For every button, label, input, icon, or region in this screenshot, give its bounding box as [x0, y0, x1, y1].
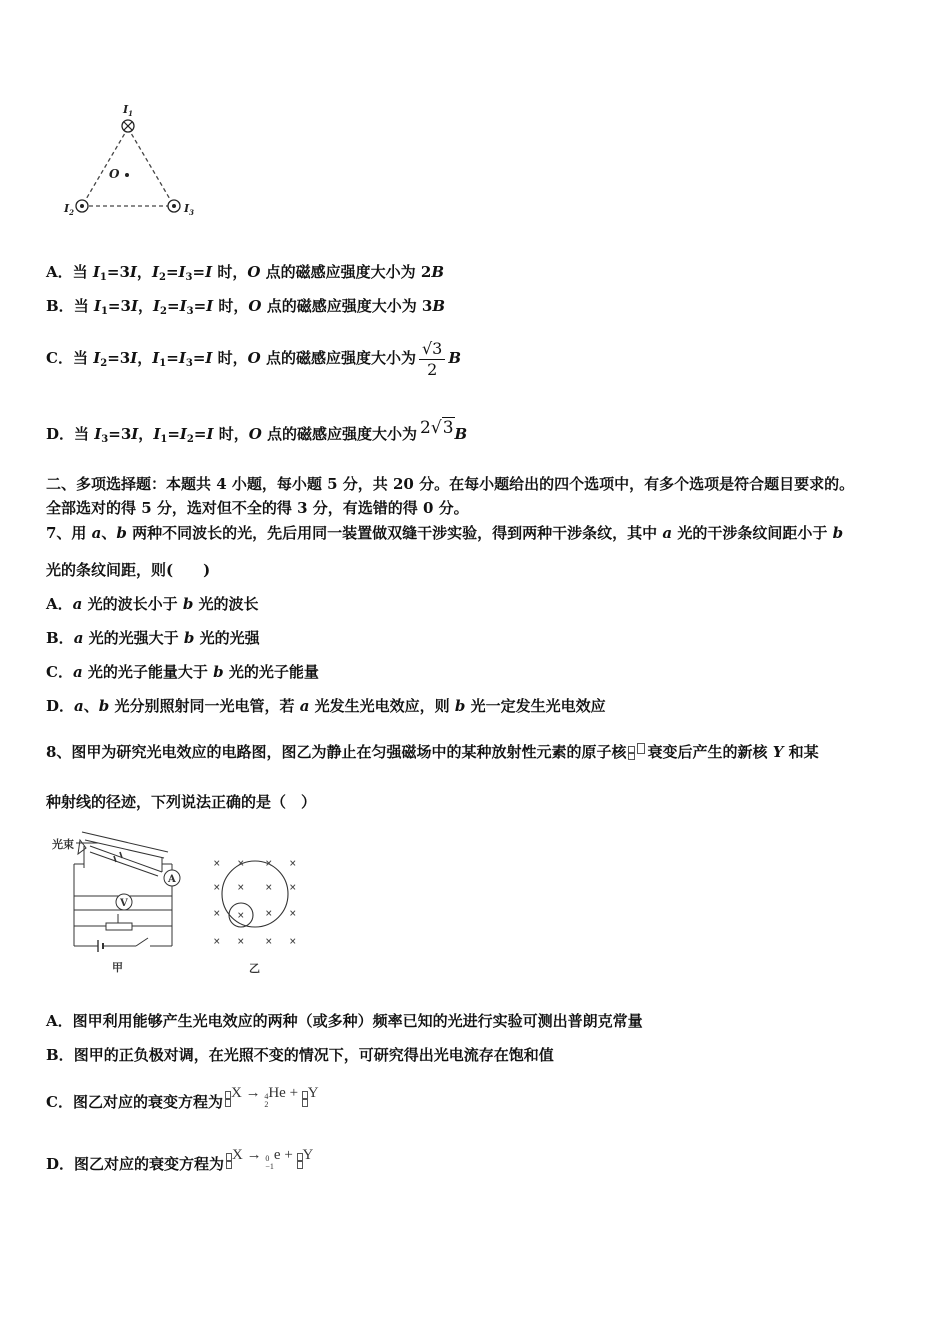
ammeter-icon	[164, 870, 180, 886]
svg-text:×: ×	[237, 911, 245, 921]
svg-text:×: ×	[237, 859, 245, 869]
label-i1: $I_1$	[123, 103, 134, 118]
svg-text:×: ×	[213, 859, 221, 869]
svg-text:×: ×	[213, 937, 221, 947]
q8-option-d[interactable]: D．图乙对应的衰变方程为 X → 0 −1 e + Y	[46, 1147, 314, 1173]
q7-stem-line2: 光的条纹间距，则( )	[46, 561, 211, 579]
q7-option-c[interactable]: C．a 光的光子能量大于 b 光的光子能量	[46, 663, 319, 681]
q7-option-a[interactable]: A．a 光的波长小于 b 光的波长	[46, 595, 259, 613]
figure-jia-label: 甲	[112, 961, 123, 974]
current-out-of-page-icon	[168, 200, 180, 212]
q6-option-c[interactable]: C．当 $I_2=3I$，$I_1=I_3=I$ 时，O 点的磁感应强度大小为 $\frac{√3}{2}$ B	[46, 338, 462, 379]
svg-text:×: ×	[213, 883, 221, 893]
current-into-page-icon	[122, 120, 134, 132]
label-i3: $I_3$	[184, 202, 195, 217]
q6-option-b[interactable]: B．当 $I_1=3I$，$I_2=I_3=I$ 时，O 点的磁感应强度大小为 3B	[46, 297, 446, 317]
svg-text:×: ×	[213, 909, 221, 919]
fraction: $\frac{√3}{2}$	[419, 339, 445, 380]
svg-text:×: ×	[265, 883, 273, 893]
svg-text:×: ×	[237, 883, 245, 893]
q7-option-d[interactable]: D．a、b 光分别照射同一光电管，若 a 光发生光电效应，则 b 光一定发生光电效应	[46, 697, 606, 715]
light-beam-label: 光束	[52, 838, 74, 851]
label-o: O	[109, 167, 120, 181]
q8-option-b[interactable]: B．图甲的正负极对调，在光照不变的情况下，可研究得出光电流存在饱和值	[46, 1046, 554, 1064]
svg-text:A: A	[168, 874, 176, 885]
q7-option-b[interactable]: B．a 光的光强大于 b 光的光强	[46, 629, 260, 647]
svg-text:×: ×	[289, 883, 297, 893]
nucleus-symbol-box	[637, 743, 645, 754]
q8-option-a[interactable]: A．图甲利用能够产生光电效应的两种（或多种）频率已知的光进行实验可测出普朗克常量	[46, 1012, 643, 1030]
q8-stem-line2: 种射线的径迹，下列说法正确的是（ ）	[46, 793, 317, 811]
svg-text:×: ×	[289, 909, 297, 919]
q6-option-d[interactable]: D．当 $I_3=3I$，$I_1=I_2=I$ 时，O 点的磁感应强度大小为 2√3B	[46, 418, 468, 445]
svg-text:×: ×	[237, 937, 245, 947]
section2-line1: 二、多项选择题：本题共 4 小题，每小题 5 分，共 20 分。在每小题给出的四个选项中，有多个选项是符合题目要求的。	[46, 475, 855, 493]
svg-text:×: ×	[289, 859, 297, 869]
magnetic-field-tracks-figure	[205, 852, 305, 978]
decay-equation: X → 4 2 He + Y	[225, 1085, 319, 1101]
svg-text:×: ×	[265, 909, 273, 919]
q6-option-a[interactable]: A．当 $I_1=3I$，$I_2=I_3=I$ 时，O 点的磁感应强度大小为 2B	[46, 263, 445, 283]
section2-line2: 全部选对的得 5 分，选对但不全的得 3 分，有选错的得 0 分。	[46, 499, 469, 517]
label-i2: $I_2$	[64, 202, 75, 217]
q7-stem-line1: 7、用 a、b 两种不同波长的光，先后用同一装置做双缝干涉实验，得到两种干涉条纹，其中 a 光的干涉条纹间距小于 b	[46, 524, 844, 542]
figure-yi-label: 乙	[249, 962, 260, 975]
svg-text:×: ×	[289, 937, 297, 947]
photoelectric-circuit-figure	[50, 828, 190, 978]
q8-stem-line1: 8、图甲为研究光电效应的电路图，图乙为静止在匀强磁场中的某种放射性元素的原子核 衰变后产生的新核 Y 和某	[46, 743, 819, 761]
svg-text:×: ×	[265, 937, 273, 947]
current-out-of-page-icon	[76, 200, 88, 212]
radical: 2√3	[420, 418, 454, 438]
decay-equation: X → 0 −1 e + Y	[226, 1147, 313, 1163]
nucleus-symbol	[628, 746, 635, 760]
svg-text:×: ×	[265, 859, 273, 869]
q8-option-c[interactable]: C．图乙对应的衰变方程为 X → 4 2 He + Y	[46, 1085, 319, 1111]
voltmeter-icon	[116, 894, 132, 910]
svg-text:V: V	[120, 898, 128, 909]
triangle-figure	[60, 98, 200, 223]
